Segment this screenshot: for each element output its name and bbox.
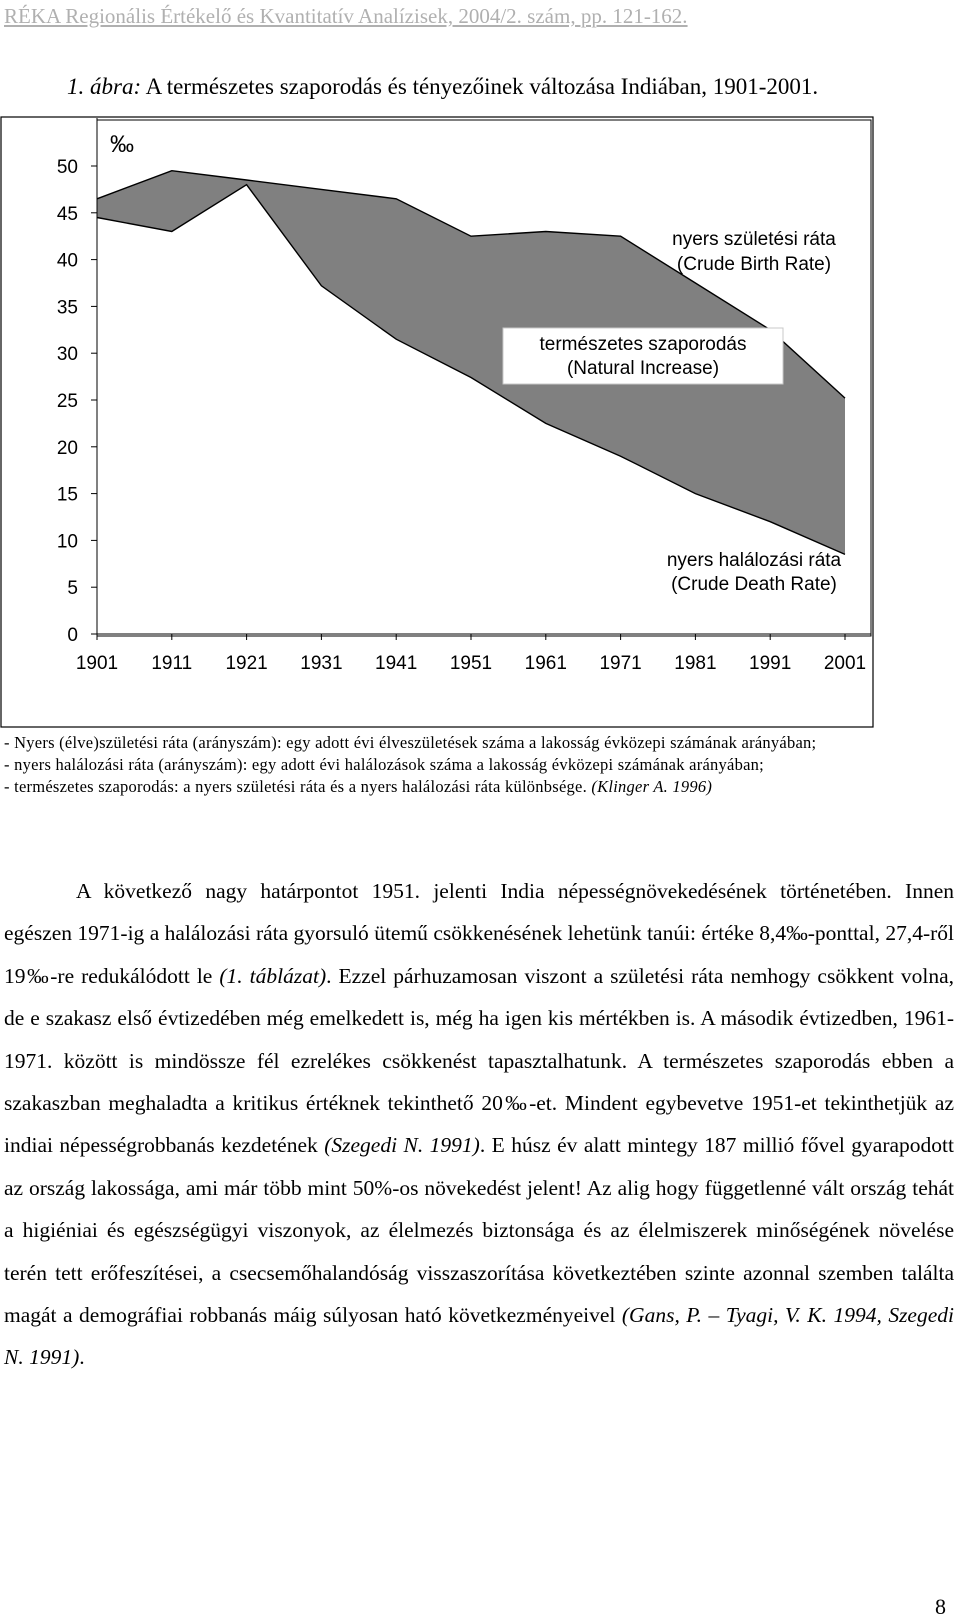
page-number: 8 — [935, 1594, 946, 1619]
figure-label: 1. ábra: — [67, 74, 142, 99]
natural-increase-label-line2: (Natural Increase) — [566, 358, 720, 379]
chart-svg — [0, 100, 960, 730]
y-tick-label: 10 — [56, 531, 78, 553]
y-tick-label: 35 — [56, 297, 78, 319]
y-tick-label: 45 — [56, 203, 78, 225]
note-birth-rate: - Nyers (élve)születési ráta (arányszám): egy adott évi élveszületések száma a lakosság évközepi számának arányában; — [4, 733, 817, 752]
chart — [0, 100, 960, 730]
body-text — [4, 870, 954, 1379]
natural-increase-label-line1: természetes szaporodás — [539, 334, 747, 355]
x-tick-label: 1961 — [524, 653, 567, 674]
citation-table-1: (1. táblázat) — [219, 963, 327, 988]
body-text-part4: . — [79, 1345, 85, 1370]
x-tick-label: 1981 — [674, 653, 717, 674]
birth-rate-label-line2: (Crude Birth Rate) — [676, 254, 832, 275]
note-natural-increase — [4, 776, 956, 798]
death-rate-label-line2: (Crude Death Rate) — [671, 574, 837, 595]
y-tick-label: 25 — [56, 391, 78, 412]
y-tick-label: 30 — [56, 344, 78, 366]
citation-szegedi: (Szegedi N. 1991) — [324, 1133, 480, 1158]
y-tick-label: 20 — [56, 437, 78, 459]
body-paragraph — [4, 870, 954, 1379]
x-tick-label: 1921 — [225, 653, 268, 674]
note-citation: (Klinger A. 1996) — [591, 777, 713, 796]
birth-rate-label-line1: nyers születési ráta — [672, 229, 836, 250]
figure-caption — [67, 74, 818, 100]
body-text-part3: . E húsz év alatt mintegy 187 millió fővel gyarapodott az ország lakossága, ami már több mint 50%-os növekedést jelent! Az alig hogy függetlenné vált ország tehát a higiéniai és egészségügyi viszonyok, az élelmezés biztonsága és az élelmiszerek minőségének növelése terén tett erőfeszítései, a csecsemőhalandóság visszaszorítása következtében szinte azonnal szemben találta magát a demográfiai robbanás máig súlyosan ható következményeivel — [4, 1133, 954, 1328]
y-axis-unit-label: ‰ — [110, 131, 134, 158]
x-tick-label: 1911 — [151, 653, 193, 674]
x-tick-label: 1931 — [300, 653, 343, 674]
y-tick-label: 40 — [56, 250, 78, 272]
y-tick-label: 5 — [67, 578, 78, 600]
y-tick-label: 0 — [67, 625, 78, 646]
citation-gans-tyagi: (Gans, P. – Tyagi, V. K. 1994, Szegedi N. 1991) — [4, 1303, 954, 1370]
note-death-rate: - nyers halálozási ráta (arányszám): egy adott évi halálozások száma a lakosság évközepi számának arányában; — [4, 755, 765, 774]
running-header: RÉKA Regionális Értékelő és Kvantitatív Analízisek, 2004/2. szám, pp. 121-162. — [4, 4, 688, 28]
x-tick-label: 1991 — [749, 653, 792, 674]
death-rate-label-line1: nyers halálozási ráta — [666, 550, 842, 571]
figure-title: A természetes szaporodás és tényezőinek változása Indiában, 1901-2001. — [141, 74, 819, 99]
body-text-part1: A következő nagy határpontot 1951. jelenti India népességnövekedésének történetében. Innen egészen 1971-ig a halálozási ráta gyorsuló ütemű csökkenésének lehetünk tanúi: értéke 8,4‰-ponttal, 27,4-ről 19‰-re redukálódott le — [4, 879, 954, 988]
x-tick-label: 1941 — [375, 653, 418, 674]
x-tick-label: 1971 — [599, 653, 642, 674]
x-tick-label: 1951 — [449, 653, 493, 674]
x-tick-label: 1901 — [75, 653, 119, 674]
y-tick-label: 15 — [56, 484, 78, 506]
y-tick-label: 50 — [56, 157, 78, 178]
figure-notes — [4, 732, 956, 798]
body-text-part2: . Ezzel párhuzamosan viszont a születési ráta nemhogy csökkent volna, de e szakasz első évtizedében még emelkedett is, még ha igen kis mértékben is. A második évtizedben, 1961-1971. között is mindössze fél ezrelékes csökkenést tapasztalhatunk. A természetes szaporodás ebben a szakaszban meghaladta a kritikus értéknek tekinthető 20‰-et. Mindent egybevetve 1951-et tekinthetjük az indiai népességrobbanás kezdetének — [4, 963, 955, 1158]
x-tick-label: 2001 — [823, 653, 867, 674]
note-natural-increase-text: - természetes szaporodás: a nyers születési ráta és a nyers halálozási ráta különbsége. — [4, 777, 592, 796]
